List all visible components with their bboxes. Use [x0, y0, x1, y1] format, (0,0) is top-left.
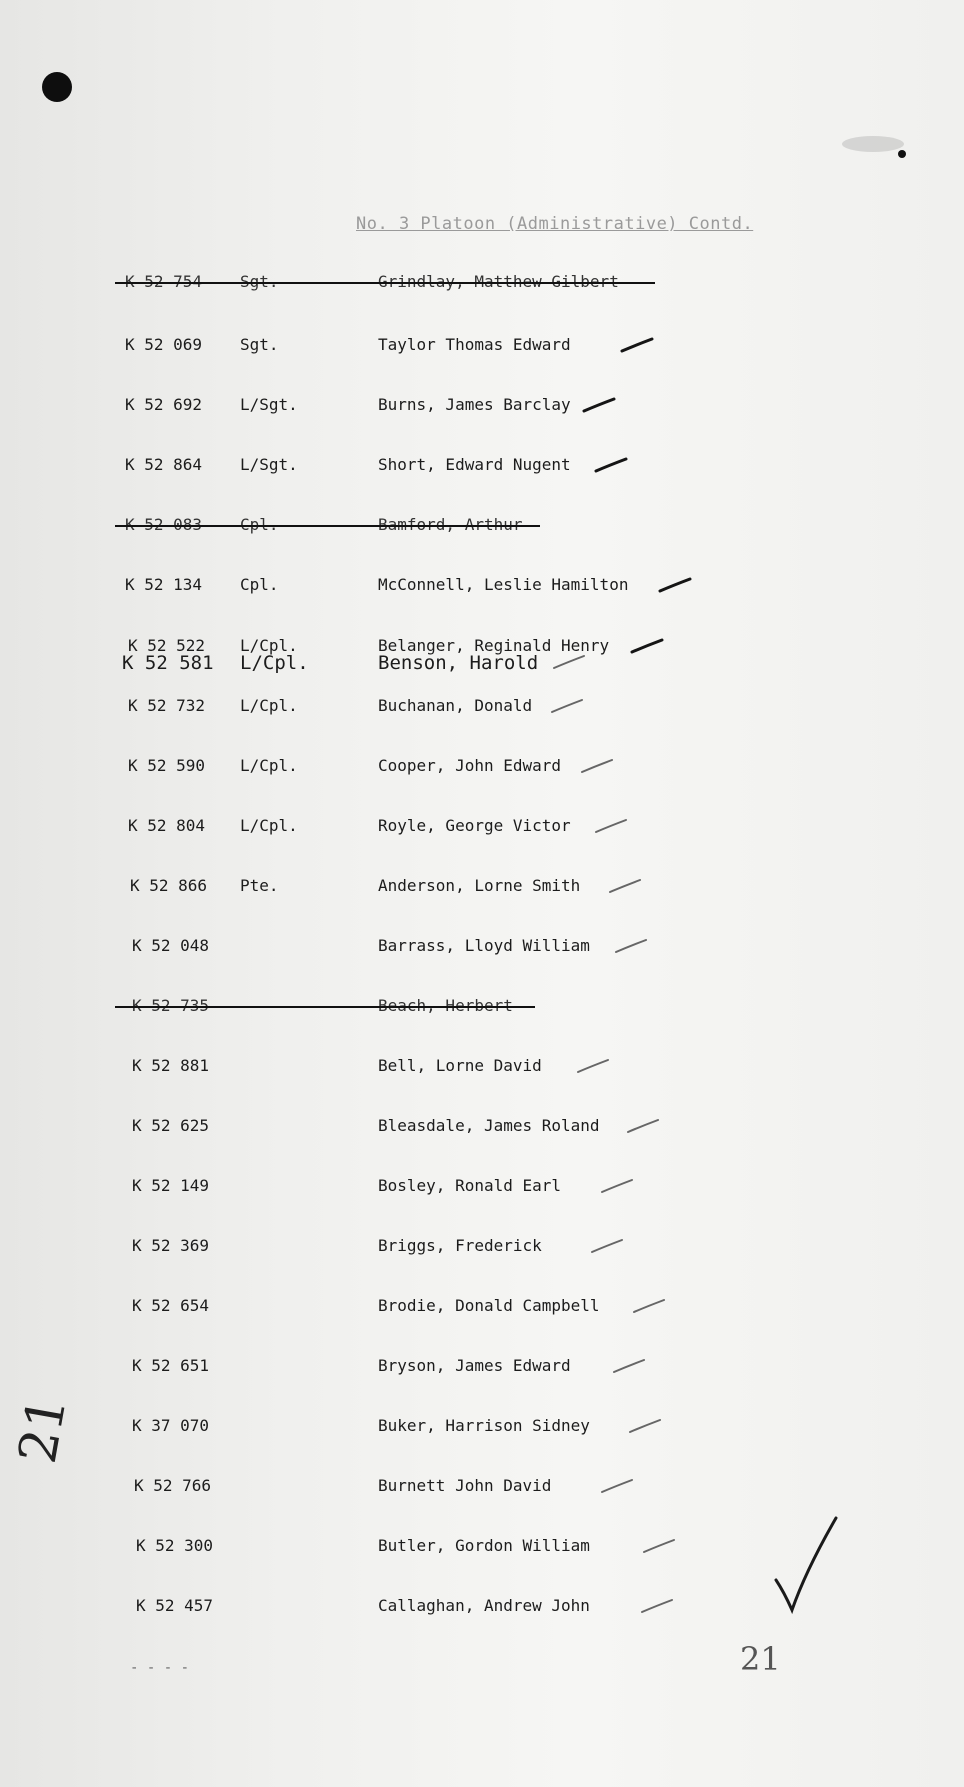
- roster-row: [0, 1356, 964, 1386]
- person-name: Benson, Harold: [378, 652, 539, 674]
- roster-row: [0, 515, 964, 545]
- person-name: Cooper, John Edward: [378, 756, 562, 775]
- tick-mark-icon: [550, 696, 584, 716]
- service-number: K 52 866: [130, 876, 208, 895]
- tick-mark-icon: [590, 1236, 624, 1256]
- rank: L/Cpl.: [240, 696, 298, 715]
- roster-row: [0, 996, 964, 1026]
- service-number: K 52 625: [132, 1116, 210, 1135]
- service-number: K 52 149: [132, 1176, 210, 1195]
- roster-row: [0, 335, 964, 365]
- person-name: Short, Edward Nugent: [378, 455, 571, 474]
- strikethrough-line: [115, 282, 655, 284]
- roster-row: [0, 1416, 964, 1446]
- roster-row: [0, 756, 964, 786]
- tick-mark-icon: [576, 1056, 610, 1076]
- service-number: K 52 804: [128, 816, 206, 835]
- roster-row: [0, 816, 964, 846]
- roster-row: [0, 1296, 964, 1326]
- rank: Sgt.: [240, 335, 279, 354]
- rank: L/Sgt.: [240, 455, 298, 474]
- service-number: K 52 864: [125, 455, 203, 474]
- tick-mark-icon: [608, 876, 642, 896]
- roster-row: [0, 696, 964, 726]
- service-number: K 52 369: [132, 1236, 210, 1255]
- person-name: Barrass, Lloyd William: [378, 936, 590, 955]
- ink-dot: [898, 150, 906, 158]
- page-heading: No. 3 Platoon (Administrative) Contd.: [356, 214, 754, 234]
- service-number: K 52 069: [125, 335, 203, 354]
- rank: Pte.: [240, 876, 279, 895]
- roster-row: [0, 575, 964, 605]
- person-name: Burns, James Barclay: [378, 395, 571, 414]
- person-name: Bosley, Ronald Earl: [378, 1176, 562, 1195]
- tick-mark-icon: [628, 1416, 662, 1436]
- roster-row: [0, 652, 964, 682]
- roster-row: [0, 455, 964, 485]
- service-number: K 52 457: [136, 1596, 214, 1615]
- tick-mark-icon: [600, 1476, 634, 1496]
- tick-mark-icon: [612, 1356, 646, 1376]
- person-name: Bryson, James Edward: [378, 1356, 571, 1375]
- person-name: Buchanan, Donald: [378, 696, 533, 715]
- service-number: K 52 590: [128, 756, 206, 775]
- person-name: Bell, Lorne David: [378, 1056, 542, 1075]
- tick-mark-icon: [594, 816, 628, 836]
- tick-mark-icon: [640, 1596, 674, 1616]
- service-number: K 52 134: [125, 575, 203, 594]
- service-number: K 52 766: [134, 1476, 212, 1495]
- bottom-page-number: 21: [740, 1640, 781, 1678]
- service-number: K 37 070: [132, 1416, 210, 1435]
- person-name: Taylor Thomas Edward: [378, 335, 571, 354]
- roster-row: [0, 1176, 964, 1206]
- person-name: Buker, Harrison Sidney: [378, 1416, 590, 1435]
- person-name: Callaghan, Andrew John: [378, 1596, 590, 1615]
- rank: Cpl.: [240, 575, 279, 594]
- person-name: Bleasdale, James Roland: [378, 1116, 600, 1135]
- service-number: K 52 651: [132, 1356, 210, 1375]
- tick-mark-icon: [594, 455, 628, 475]
- tick-mark-icon: [582, 395, 616, 415]
- rank: L/Cpl.: [240, 636, 298, 655]
- tick-mark-icon: [552, 652, 586, 672]
- tick-mark-icon: [626, 1116, 660, 1136]
- strikethrough-line: [115, 1006, 535, 1008]
- tick-mark-icon: [632, 1296, 666, 1316]
- roster-row: [0, 272, 964, 302]
- service-number: K 52 048: [132, 936, 210, 955]
- margin-page-number: 21: [7, 1392, 79, 1468]
- person-name: Briggs, Frederick: [378, 1236, 542, 1255]
- tick-mark-icon: [614, 936, 648, 956]
- service-number: K 52 881: [132, 1056, 210, 1075]
- rank: L/Cpl.: [240, 652, 309, 674]
- roster-row: [0, 1476, 964, 1506]
- tick-mark-icon: [642, 1536, 676, 1556]
- service-number: K 52 692: [125, 395, 203, 414]
- service-number: K 52 654: [132, 1296, 210, 1315]
- bottom-fragment: - - - -: [130, 1660, 190, 1676]
- roster-row: [0, 1116, 964, 1146]
- person-name: Butler, Gordon William: [378, 1536, 590, 1555]
- person-name: Royle, George Victor: [378, 816, 571, 835]
- punch-hole: [42, 72, 72, 102]
- person-name: Burnett John David: [378, 1476, 552, 1495]
- roster-row: [0, 1056, 964, 1086]
- ink-smudge: [842, 136, 904, 152]
- person-name: Belanger, Reginald Henry: [378, 636, 610, 655]
- service-number: K 52 732: [128, 696, 206, 715]
- roster-row: [0, 936, 964, 966]
- service-number: K 52 581: [122, 652, 214, 674]
- rank: L/Cpl.: [240, 816, 298, 835]
- rank: L/Cpl.: [240, 756, 298, 775]
- person-name: Brodie, Donald Campbell: [378, 1296, 600, 1315]
- service-number: K 52 522: [128, 636, 206, 655]
- strikethrough-line: [115, 525, 540, 527]
- roster-row: [0, 1236, 964, 1266]
- roster-row: [0, 395, 964, 425]
- service-number: K 52 300: [136, 1536, 214, 1555]
- tick-mark-icon: [658, 575, 692, 595]
- person-name: Anderson, Lorne Smith: [378, 876, 581, 895]
- rank: L/Sgt.: [240, 395, 298, 414]
- tick-mark-icon: [600, 1176, 634, 1196]
- roster-row: [0, 876, 964, 906]
- tick-mark-icon: [620, 335, 654, 355]
- tick-mark-icon: [580, 756, 614, 776]
- checkmark-icon: [770, 1510, 840, 1620]
- person-name: McConnell, Leslie Hamilton: [378, 575, 629, 594]
